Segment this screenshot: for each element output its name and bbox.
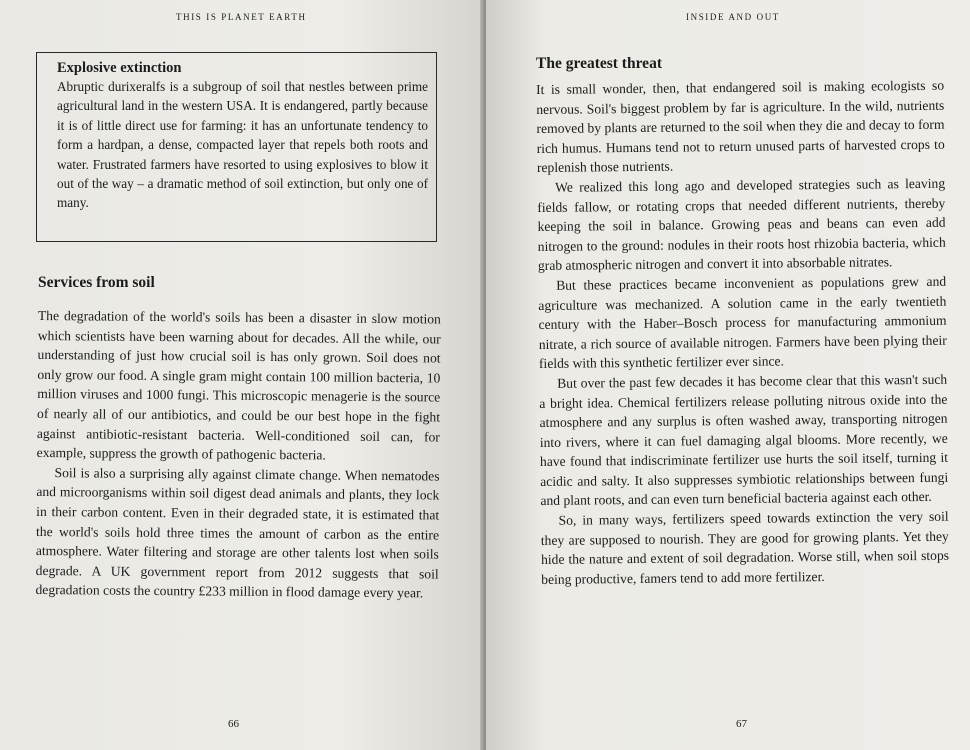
left-page <box>0 0 484 750</box>
page-number-left: 66 <box>228 718 239 730</box>
paragraph: The degradation of the world's soils has been a disaster in slow motion which scientists have been warning about for decades. All the while, our understanding of just how crucial soil is has only grown. Soil does not only grow our food. A single gram might contain 100 million bacteria, 10 million viruses and 1000 fungi. This microscopic menagerie is the source of nearly all of our antibiotics, and could be our best hope in the fight against antibiotic-resistant bacteria. Well-conditioned soil can, for example, suppress the growth of pathogenic bacteria. <box>36 307 441 463</box>
paragraph: We realized this long ago and developed strategies such as leaving fields fallow, or rotating crops that needed different nutrients, thereby keeping the soil in balance. Growing peas and beans can even add nitrogen to the ground: nodules in their roots host rhizobia bacteria, which grab atmospheric nitrogen and convert it into absorbable nitrates. <box>537 175 946 274</box>
right-page <box>486 0 970 750</box>
sidebar-box <box>36 52 437 242</box>
left-body-text <box>35 306 441 603</box>
paragraph: Soil is also a surprising ally against climate change. When nematodes and microorganisms within soil digest dead animals and plants, they lock in their carbon content. Even in their degraded state, it is estimated that the world's soils hold three times the amount of carbon as the entire atmosphere. Water filtering and storage are other talents lost when soils degrade. A UK government report from 2012 suggests that soil degradation costs the country £233 million in flood damage every year. <box>35 464 440 601</box>
section-heading-threat: The greatest threat <box>536 55 662 72</box>
section-heading-services: Services from soil <box>38 274 155 291</box>
box-title: Explosive extinction <box>57 60 182 76</box>
running-head-right: INSIDE AND OUT <box>686 12 780 22</box>
right-body-text <box>536 76 949 590</box>
paragraph: It is small wonder, then, that endangered soil is making ecologists so nervous. Soil's biggest problem by far is agriculture. In the wild, nutrients removed by plants are returned to the soil when they die and decay to form rich humus. Humans tend not to return unused parts of harvested crops to replenish those nutrients. <box>536 77 945 176</box>
paragraph: But these practices became inconvenient as populations grew and agriculture was mechanized. A solution came in the early twentieth century with the Haber–Bosch process for manufacturing ammonium nitrate, a rich source of available nitrogen. Farmers have been plying their fields with this synthetic fertilizer ever since. <box>538 273 947 372</box>
page-number-right: 67 <box>736 718 747 730</box>
paragraph: So, in many ways, fertilizers speed towards extinction the very soil they are supposed to nourish. They are good for growing plants. Yet they hide the nature and extent of soil degradation. Worse still, when soil stops being productive, famers tend to add more fertilizer. <box>540 508 950 587</box>
box-text: Abruptic durixeralfs is a subgroup of soil that nestles between prime agricultural land in the western USA. It is endangered, partly because it is of little direct use for farming: it has an unfortunate tendency to form a hardpan, a dense, compacted layer that repels both roots and water. Frustrated farmers have resorted to using explosives to blow it out of the way – a dramatic method of soil extinction, but only one of many. <box>57 79 428 211</box>
running-head-left: THIS IS PLANET EARTH <box>176 12 307 22</box>
paragraph: But over the past few decades it has become clear that this wasn't such a bright idea. Chemical fertilizers release polluting nitrous oxide into the atmosphere and any surplus is often washed away, transporting nitrogen into rivers, where it can fuel damaging algal blooms. More recently, we have found that indiscriminate fertilizer use hurts the soil itself, turning it acidic and salty. It also suppresses symbiotic relationships between fungi and plant roots, and can even turn beneficial bacteria against each other. <box>539 371 949 509</box>
